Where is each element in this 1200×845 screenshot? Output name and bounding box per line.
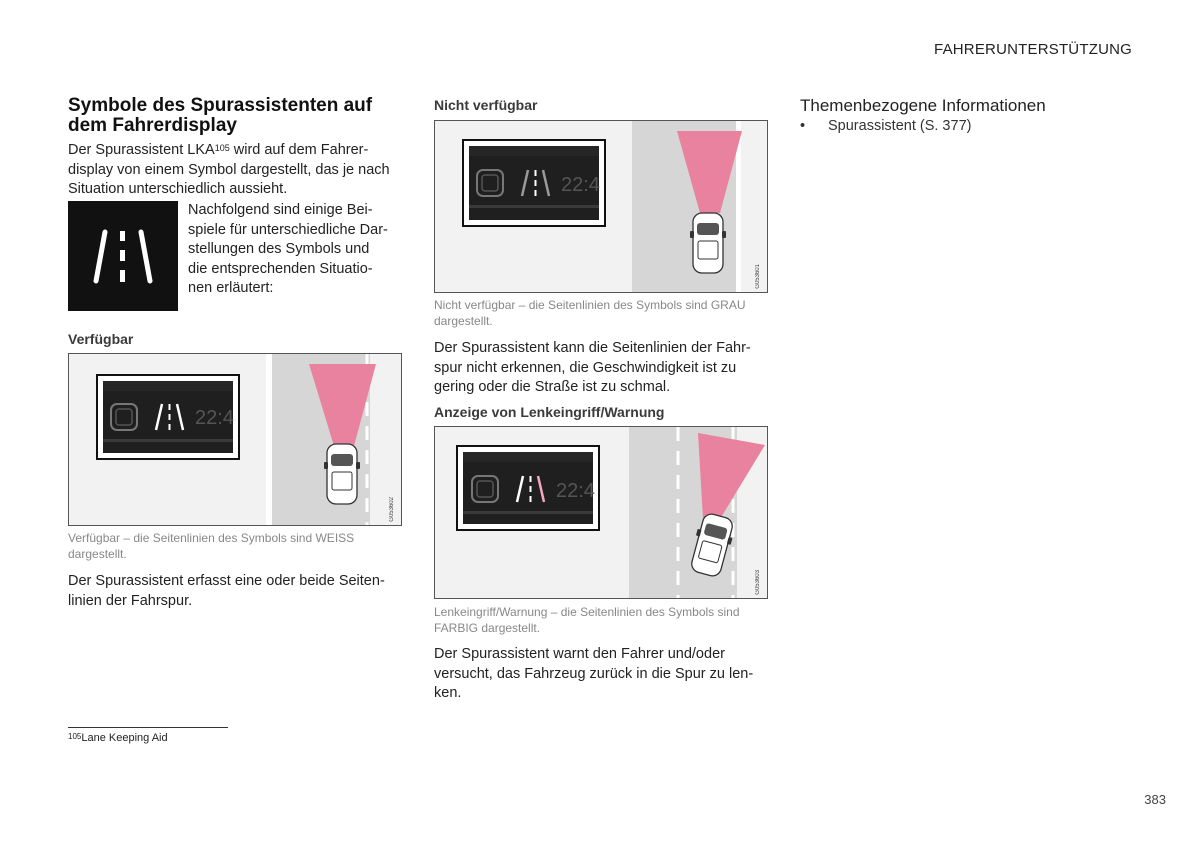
related-heading: Themenbezogene Informationen [800,96,1046,115]
bullet-icon: • [800,118,806,134]
footnote-number: 105 [68,732,82,741]
footnote-text: Lane Keeping Aid [81,732,168,744]
figure-code: G053603 [755,570,761,595]
page-number: 383 [1144,792,1166,807]
clock-readout: 22:4 [195,407,234,429]
figure-nicht-verfuegbar [434,120,768,293]
heading-verfuegbar: Verfügbar [68,331,134,347]
related-link[interactable]: Spurassistent (S. 377) [828,118,972,134]
text-nicht-verfuegbar: Der Spurassistent kann die Seitenlinien der Fahrspur nicht erkennen, die Geschwindigkeit ist zu gering oder die Straße ist zu schmal. [434,340,751,395]
running-header: FAHRERUNTERSTÜTZUNG [934,41,1132,58]
footnote [68,732,168,744]
footnote-divider [68,727,228,728]
side-paragraph: Nachfolgend sind einige Beispiele für unterschiedliche Darstellungen des Symbols und die entsprechenden Situationen erläutert: [188,202,388,296]
intro-text-1: Der Spurassistent LKA [68,142,215,158]
clock-readout: 22:4 [556,480,595,502]
footnote-ref[interactable]: 105 [214,143,230,153]
lane-assist-symbol [68,201,178,311]
text-warnung: Der Spurassistent warnt den Fahrer und/oder versucht, das Fahrzeug zurück in die Spur zu lenken. [434,646,754,701]
clock-readout: 22:4 [561,174,600,196]
page-title: Symbole des Spurassistenten auf dem Fahrerdisplay [68,95,373,136]
figure-warnung [434,426,768,599]
caption-verfuegbar: Verfügbar – die Seitenlinien des Symbols sind WEISS dargestellt. [68,531,355,561]
figure-code: G053601 [755,264,761,289]
heading-nicht-verfuegbar: Nicht verfügbar [434,97,538,113]
heading-warnung: Anzeige von Lenkeingriff/Warnung [434,404,665,420]
text-verfuegbar: Der Spurassistent erfasst eine oder beide Seitenlinien der Fahrspur. [68,573,385,609]
figure-code: G053602 [389,497,395,522]
caption-nicht-verfuegbar: Nicht verfügbar – die Seitenlinien des Symbols sind GRAU dargestellt. [434,298,746,328]
caption-warnung: Lenkeingriff/Warnung – die Seitenlinien des Symbols sind FARBIG dargestellt. [434,605,740,635]
intro-paragraph [68,141,398,200]
figure-verfuegbar [68,353,402,526]
related-list-item[interactable] [800,118,971,134]
intro-text-2: wird auf dem Fahrerdisplay von einem Symbol dargestellt, das je nach Situation unterschiedlich aussieht. [68,142,390,197]
